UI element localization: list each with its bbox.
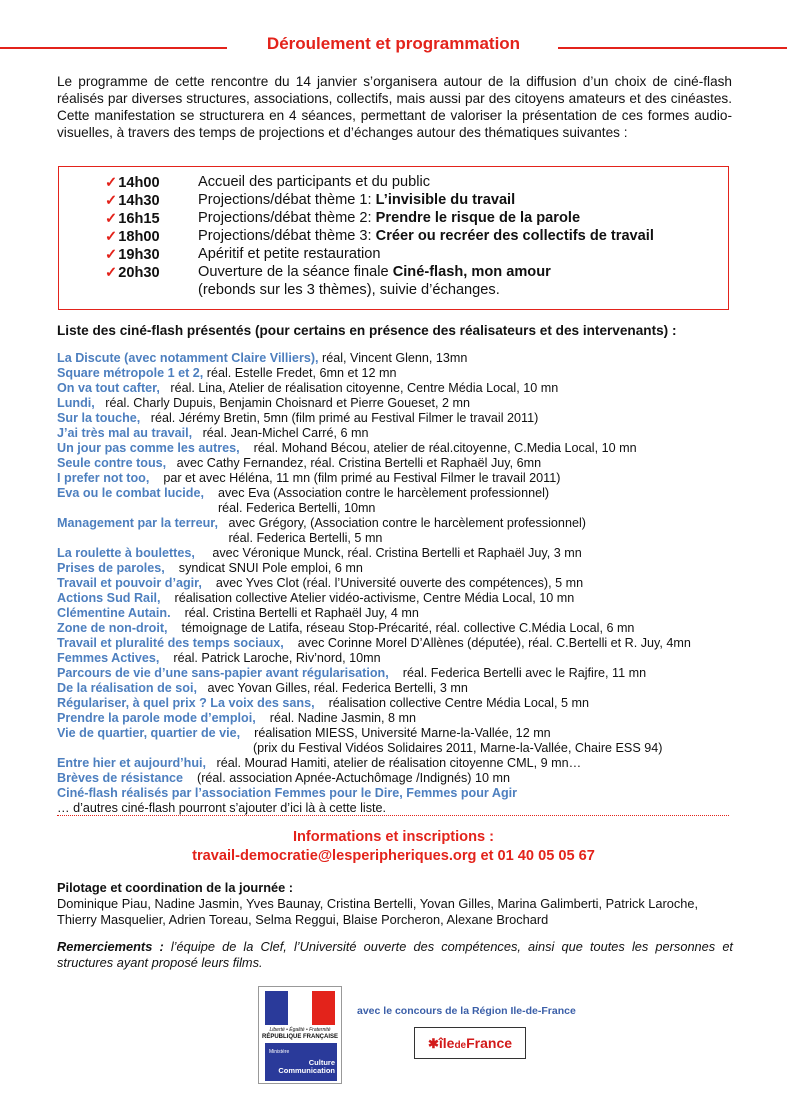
film-title: Ciné-flash réalisés par l’association Femmes pour le Dire, Femmes pour Agir — [57, 786, 518, 800]
film-item — [57, 681, 757, 696]
film-title: Lundi, — [57, 396, 95, 410]
schedule-text: Ouverture de la séance finale Ciné-flash, mon amour — [198, 264, 551, 280]
film-details: réal. Federica Bertelli avec le Rajfire, 11 mn — [388, 666, 647, 680]
rf-motto: Liberté • Égalité • Fraternité — [269, 1027, 331, 1033]
schedule-text: Projections/débat thème 2: Prendre le risque de la parole — [198, 210, 581, 226]
film-title: Prendre la parole mode d’emploi, — [57, 711, 256, 725]
film-title: J’ai très mal au travail, — [57, 426, 193, 440]
film-details: par et avec Héléna, 11 mn (film primé au Festival Filmer le travail 2011) — [149, 471, 561, 485]
film-item — [57, 456, 757, 471]
film-item — [57, 531, 757, 546]
film-details: avec Véronique Munck, réal. Cristina Bertelli et Raphaël Juy, 3 mn — [194, 546, 582, 560]
film-title: Seule contre tous, — [57, 456, 167, 470]
film-details: avec Yovan Gilles, réal. Federica Bertelli, 3 mn — [196, 681, 468, 695]
film-item — [57, 651, 757, 666]
film-title: Sur la touche, — [57, 411, 141, 425]
film-item — [57, 696, 757, 711]
film-item — [57, 621, 757, 636]
film-details: réal. Estelle Fredet, 6mn et 12 mn — [203, 366, 397, 380]
film-details: réalisation collective Atelier vidéo-activisme, Centre Média Local, 10 mn — [160, 591, 575, 605]
rf-ministere: Ministère — [269, 1049, 290, 1055]
film-details: … d’autres ciné-flash pourront s’ajouter d’ici là à cette liste. — [57, 801, 386, 815]
film-details: réal. Federica Bertelli, 10mn — [57, 501, 376, 515]
film-title: Actions Sud Rail, — [57, 591, 161, 605]
film-title: Square métropole 1 et 2, — [57, 366, 204, 380]
info-title: Informations et inscriptions : — [292, 829, 495, 845]
film-details: avec Grégory, (Association contre le harcèlement professionnel) — [217, 516, 586, 530]
film-details: (prix du Festival Vidéos Solidaires 2011, Marne-la-Vallée, Chaire ESS 94) — [57, 741, 663, 755]
film-item — [57, 576, 757, 591]
thanks-block — [57, 939, 733, 971]
info-contact: travail-democratie@lesperipheriques.org et 01 40 05 05 67 — [192, 848, 595, 864]
film-details: réalisation collective Centre Média Local, 5 mn — [314, 696, 589, 710]
film-title: Eva ou le combat lucide, — [57, 486, 204, 500]
film-title: Femmes Actives, — [57, 651, 160, 665]
film-item — [57, 561, 757, 576]
film-item — [57, 411, 757, 426]
film-item — [57, 426, 757, 441]
schedule-time: ✓14h00 — [105, 175, 160, 191]
film-item — [57, 711, 757, 726]
film-title: Un jour pas comme les autres, — [57, 441, 240, 455]
checkmark-icon: ✓ — [105, 229, 118, 245]
film-details: avec Cathy Fernandez, réal. Cristina Bertelli et Raphaël Juy, 6mn — [166, 456, 542, 470]
film-title: Prises de paroles, — [57, 561, 165, 575]
schedule-text: Apéritif et petite restauration — [198, 246, 381, 262]
film-title: Travail et pouvoir d’agir, — [57, 576, 202, 590]
film-item — [57, 786, 757, 801]
film-list-title: Liste des ciné-flash présentés (pour certains en présence des réalisateurs et des intervenants) : — [57, 323, 677, 338]
film-details: réal. Federica Bertelli, 5 mn — [57, 531, 383, 545]
schedule-time: ✓19h30 — [105, 247, 160, 263]
film-details: avec Yves Clot (réal. l’Université ouverte des compétences), 5 mn — [201, 576, 584, 590]
film-title: Zone de non-droit, — [57, 621, 168, 635]
film-item — [57, 501, 757, 516]
film-title: I prefer not too, — [57, 471, 150, 485]
checkmark-icon: ✓ — [105, 193, 118, 209]
film-title: La Discute (avec notamment Claire Villiers), — [57, 351, 319, 365]
film-item — [57, 546, 757, 561]
film-list — [57, 351, 757, 816]
film-item — [57, 486, 757, 501]
film-details: réal. Lina, Atelier de réalisation citoyenne, Centre Média Local, 10 mn — [159, 381, 559, 395]
film-item — [57, 771, 757, 786]
film-details: réal. Nadine Jasmin, 8 mn — [255, 711, 417, 725]
schedule-time: ✓18h00 — [105, 229, 160, 245]
film-details: réal. Jérémy Bretin, 5mn (film primé au Festival Filmer le travail 2011) — [140, 411, 539, 425]
star-icon: ✱ — [427, 1036, 439, 1051]
film-details: avec Eva (Association contre le harcèlement professionnel) — [203, 486, 550, 500]
film-item — [57, 666, 757, 681]
ile-de-france-logo: ✱îledeFrance — [414, 1027, 526, 1059]
film-details: réal. Jean-Michel Carré, 6 mn — [192, 426, 369, 440]
film-item — [57, 396, 757, 411]
film-details: réalisation MIESS, Université Marne-la-Vallée, 12 mn — [240, 726, 551, 740]
film-details: réal. Charly Dupuis, Benjamin Choisnard et Pierre Goueset, 2 mn — [94, 396, 470, 410]
film-details: réal, Vincent Glenn, 13mn — [318, 351, 468, 365]
schedule-time: ✓20h30 — [105, 265, 160, 281]
region-concours-text: avec le concours de la Région Ile-de-France — [357, 1005, 576, 1017]
schedule-text: Projections/débat thème 3: Créer ou recréer des collectifs de travail — [198, 228, 654, 244]
checkmark-icon: ✓ — [105, 211, 118, 227]
thanks-label: Remerciements : — [57, 939, 164, 954]
info-block — [0, 828, 787, 866]
film-title: Entre hier et aujourd’hui, — [57, 756, 207, 770]
film-title: On va tout cafter, — [57, 381, 160, 395]
film-item — [57, 441, 757, 456]
film-item — [57, 741, 757, 756]
schedule-box: ✓14h00 Accueil des participants et du public ✓14h30 Projections/débat thème 1: L’invisible du travail ✓16h15 Projections/débat thème 2: Prendre le risque de la parole ✓18h00 Projections/débat thème 3: Créer ou recréer des collectifs de travail ✓19h30 Apéritif et petite restauration ✓20h30 Ouverture de la séance finale Ciné-flash, mon amour (rebonds sur les 3 thèmes), suivie d’échanges. — [58, 166, 729, 310]
schedule-time: ✓14h30 — [105, 193, 160, 209]
checkmark-icon: ✓ — [105, 265, 118, 281]
page-title: Déroulement et programmation — [266, 34, 521, 53]
film-item — [57, 591, 757, 606]
film-item — [57, 381, 757, 396]
film-title: Régulariser, à quel prix ? La voix des sans, — [57, 696, 315, 710]
schedule-text: Accueil des participants et du public — [198, 174, 431, 190]
film-item — [57, 801, 757, 816]
checkmark-icon: ✓ — [105, 247, 118, 263]
rf-name: RÉPUBLIQUE FRANÇAISE — [261, 1034, 338, 1040]
film-title: Vie de quartier, quartier de vie, — [57, 726, 241, 740]
film-title: Clémentine Autain. — [57, 606, 171, 620]
rf-culture-communication: Culture Communication — [278, 1058, 335, 1075]
film-details: réal. Mohand Bécou, atelier de réal.citoyenne, C.Media Local, 10 mn — [239, 441, 637, 455]
film-title: Brèves de résistance — [57, 771, 184, 785]
film-item — [57, 756, 757, 771]
film-details: témoignage de Latifa, réseau Stop-Précarité, réal. collective C.Média Local, 6 mn — [167, 621, 635, 635]
film-item — [57, 366, 757, 381]
film-item — [57, 516, 757, 531]
film-item — [57, 351, 757, 366]
schedule-text: Projections/débat thème 1: L’invisible du travail — [198, 192, 516, 208]
pilotage-names: Dominique Piau, Nadine Jasmin, Yves Baunay, Cristina Bertelli, Yovan Gilles, Marina Galimberti, Patrick Laroche, Thierry Masquelier, Adrien Toreau, Selma Reggui, Blaise Porcheron, Alexane Brochard — [57, 896, 699, 927]
film-details: (réal. association Apnée-Actuchômage /Indignés) 10 mn — [183, 771, 510, 785]
film-details: syndicat SNUI Pole emploi, 6 mn — [164, 561, 363, 575]
film-item — [57, 726, 757, 741]
checkmark-icon: ✓ — [105, 175, 118, 191]
schedule-time: ✓16h15 — [105, 211, 160, 227]
film-details: réal. Patrick Laroche, Riv’nord, 10mn — [159, 651, 381, 665]
film-title: Parcours de vie d’une sans-papier avant régularisation, — [57, 666, 389, 680]
film-item — [57, 471, 757, 486]
film-title: De la réalisation de soi, — [57, 681, 197, 695]
pilotage-heading: Pilotage et coordination de la journée : — [57, 880, 294, 895]
film-details: réal. Mourad Hamiti, atelier de réalisation citoyenne CML, 9 mn… — [206, 756, 582, 770]
marianne-icon — [265, 991, 335, 1025]
intro-paragraph: Le programme de cette rencontre du 14 janvier s’organisera autour de la diffusion d’un choix de ciné-flash réalisés par diverses structures, associations, collectifs, mais aussi par des citoyens amateurs et des cinéastes. Cette manifestation se structurera en 4 séances, permettant de valoriser la présentation de ces formes audio-visuelles, à travers des temps de projections et d’échanges autour des thématiques suivantes : — [57, 74, 732, 140]
film-item — [57, 636, 757, 651]
film-details: avec Corinne Morel D’Allènes (députée), réal. C.Bertelli et R. Juy, 4mn — [283, 636, 691, 650]
republique-francaise-logo — [258, 986, 342, 1084]
thanks-text: l’équipe de la Clef, l’Université ouverte des compétences, ainsi que toutes les personnes et structures ayant proposé leurs films. — [57, 939, 733, 970]
film-item — [57, 606, 757, 621]
film-title: Management par la terreur, — [57, 516, 218, 530]
dotted-divider — [57, 815, 729, 816]
film-title: Travail et pluralité des temps sociaux, — [57, 636, 284, 650]
film-details: réal. Cristina Bertelli et Raphaël Juy, 4 mn — [170, 606, 419, 620]
pilotage-block — [57, 880, 733, 928]
ministere-culture-block — [265, 1043, 337, 1081]
film-title: La roulette à boulettes, — [57, 546, 195, 560]
